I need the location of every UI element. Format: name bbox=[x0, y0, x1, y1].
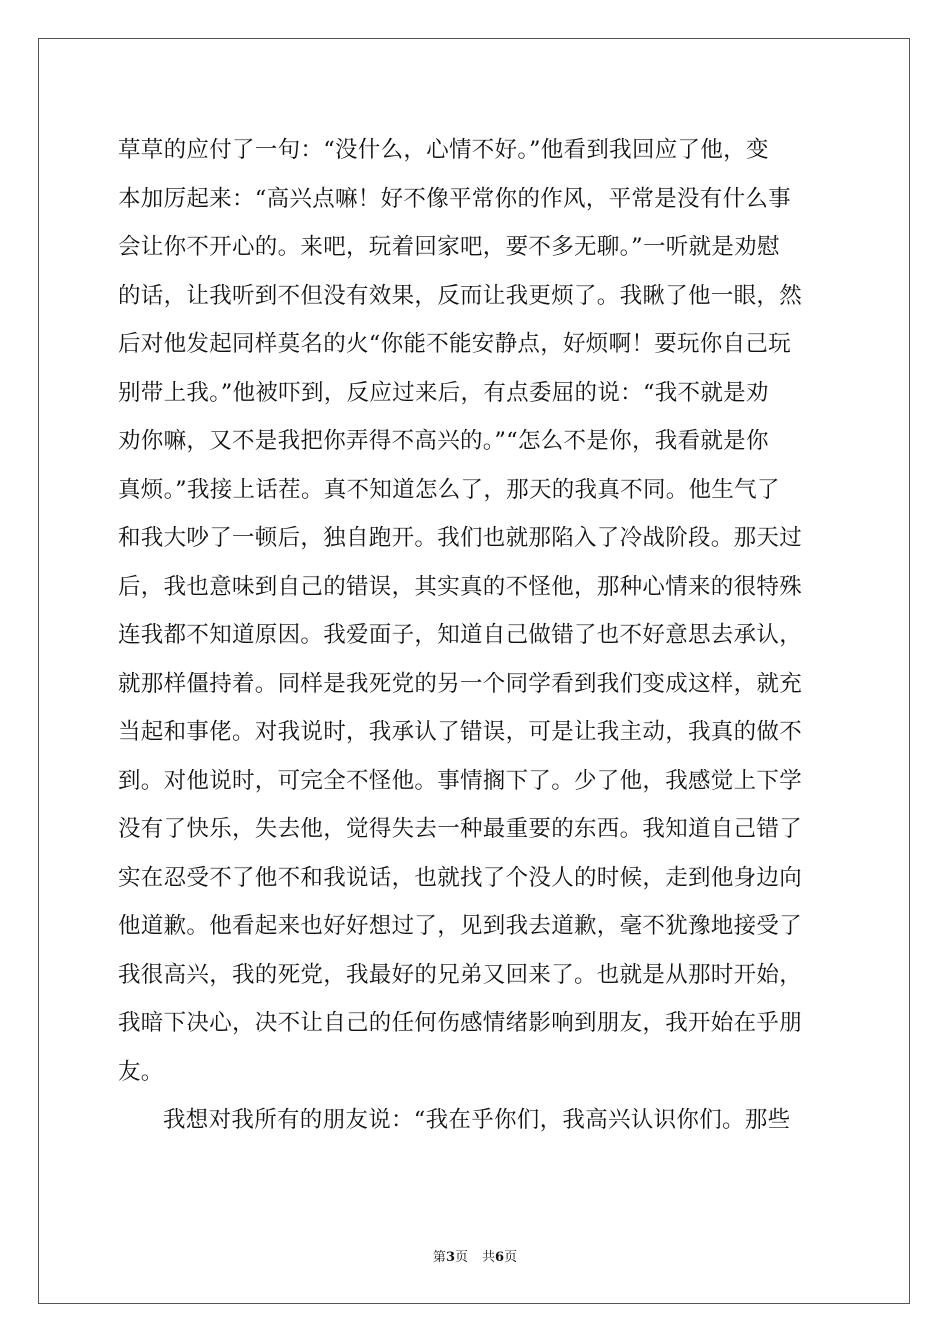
paragraph-line: 他道歉。他看起来也好好想过了，见到我去道歉，毫不犹豫地接受了 bbox=[118, 913, 803, 939]
page-total bbox=[482, 1250, 517, 1265]
total-prefix: 共 bbox=[482, 1250, 496, 1265]
total-page-count: 6 bbox=[495, 1250, 505, 1265]
paragraph-line: 后，我也意味到自己的错误，其实真的不怪他，那种心情来的很特殊 bbox=[118, 573, 803, 600]
current-page-number: 3 bbox=[445, 1250, 455, 1265]
paragraph-line: 当起和事佬。对我说时，我承认了错误，可是让我主动，我真的做不 bbox=[118, 719, 803, 745]
paragraph-line: 后对他发起同样莫名的火“你能不能安静点，好烦啊！要玩你自己玩 bbox=[118, 331, 792, 357]
page-number bbox=[433, 1250, 468, 1265]
total-unit: 页 bbox=[504, 1250, 518, 1265]
paragraph-line: 和我大吵了一顿后，独自跑开。我们也就那陷入了冷战阶段。那天过 bbox=[118, 525, 803, 551]
paragraph-line: 到。对他说时，可完全不怪他。事情搁下了。少了他，我感觉上下学 bbox=[118, 767, 803, 794]
document-body bbox=[118, 126, 834, 1145]
paragraph-line: 本加厉起来：“高兴点嘛！好不像平常你的作风，平常是没有什么事 bbox=[118, 185, 792, 212]
paragraph-line: 劝你嘛，又不是我把你弄得不高兴的。”“怎么不是你，我看就是你 bbox=[118, 428, 769, 454]
paragraph-line: 我想对我所有的朋友说：“我在乎你们，我高兴认识你们。那些 bbox=[163, 1107, 791, 1133]
paragraph-line: 没有了快乐，失去他，觉得失去一种最重要的东西。我知道自己错了 bbox=[118, 816, 803, 842]
paragraph-line: 我暗下决心，决不让自己的任何伤感情绪影响到朋友，我开始在乎朋 bbox=[118, 1010, 803, 1036]
page-prefix: 第 bbox=[432, 1250, 446, 1265]
paragraph-line: 实在忍受不了他不和我说话，也就找了个没人的时候，走到他身边向 bbox=[118, 864, 803, 891]
paragraph-line: 草草的应付了一句：“没什么，心情不好。”他看到我回应了他，变 bbox=[118, 137, 769, 163]
paragraph-line: 别带上我。”他被吓到，反应过来后，有点委屈的说：“我不就是劝 bbox=[118, 379, 769, 406]
paragraph-line: 真烦。”我接上话茬。真不知道怎么了，那天的我真不同。他生气了 bbox=[118, 476, 780, 503]
paragraph-line: 我很高兴，我的死党，我最好的兄弟又回来了。也就是从那时开始， bbox=[118, 961, 803, 988]
paragraph-line: 就那样僵持着。同样是我死党的另一个同学看到我们变成这样，就充 bbox=[118, 670, 803, 697]
paragraph-line: 会让你不开心的。来吧，玩着回家吧，要不多无聊。”一听就是劝慰 bbox=[118, 234, 780, 260]
page-footer bbox=[0, 1246, 950, 1265]
paragraph-line: 连我都不知道原因。我爱面子，知道自己做错了也不好意思去承认， bbox=[118, 622, 803, 648]
paragraph-line: 友。 bbox=[118, 1058, 164, 1085]
paragraph-line: 的话，让我听到不但没有效果，反而让我更烦了。我瞅了他一眼，然 bbox=[118, 282, 803, 309]
page-unit: 页 bbox=[454, 1250, 468, 1265]
